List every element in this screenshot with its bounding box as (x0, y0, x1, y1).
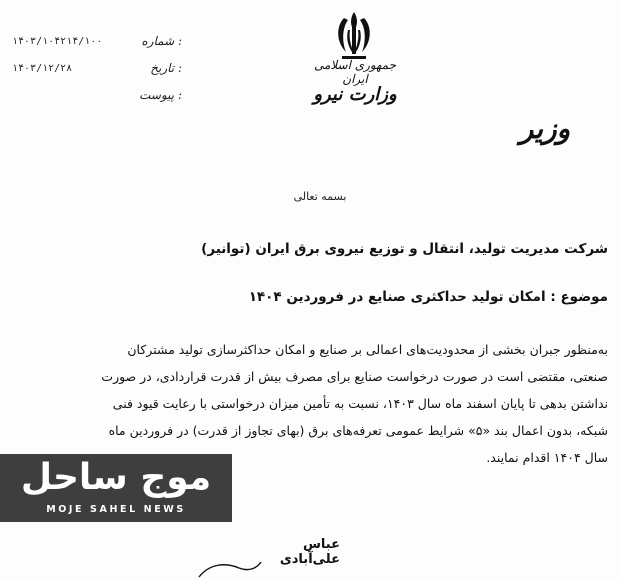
letter-number: ۱۴۰۳/۱۰۴۲۱۴/۱۰۰ (12, 36, 103, 47)
signer-name: عباس علی‌آبادی (279, 537, 340, 567)
watermark-logo: موج ساحل (20, 457, 212, 498)
watermark-tagline: MOJE SAHEL NEWS (46, 504, 186, 515)
date-label: تاریخ : (150, 61, 182, 75)
attachment-row (12, 82, 182, 109)
watermark (0, 454, 232, 522)
body-line: سال ۱۴۰۴ اقدام نمایند. (486, 450, 608, 465)
body-line: شبکه، بدون اعمال بند «۵» شرایط عمومی تعرفه‌های برق (بهای تجاوز از قدرت) در فروردین ماه (108, 423, 608, 438)
letter-meta (12, 28, 182, 109)
body-line: نداشتن بدهی تا پایان اسفند ماه سال ۱۴۰۳، نسبت به تأمین میزان درخواستی با رعایت قیود فنی (112, 396, 608, 411)
attachment-label: پیوست : (139, 88, 182, 102)
government-name: جمهوری اسلامی ایران (313, 58, 397, 86)
letter-date: ۱۴۰۳/۱۲/۲۸ (12, 63, 73, 74)
subject: موضوع : امکان تولید حداکثری صنایع در فروردین ۱۴۰۴ (248, 289, 608, 305)
minister-title: وزیر (519, 112, 571, 145)
letter-body (16, 336, 608, 471)
iran-emblem-icon (330, 8, 378, 64)
body-line: صنعتی، مقتضی است در صورت درخواست صنایع برای مصرف بیش از قدرت قراردادی، در صورت (101, 369, 608, 384)
number-label: شماره : (141, 34, 182, 48)
ministry-name: وزارت نیرو (313, 84, 397, 105)
signature-mark (195, 560, 265, 579)
number-row (12, 28, 182, 55)
bismillah: بسمه تعالی (293, 190, 347, 203)
body-line: به‌منظور جبران بخشی از محدودیت‌های اعمالی بر صنایع و امکان حداکثرسازی تولید مشترکان (127, 342, 608, 357)
recipient: شرکت مدیریت تولید، انتقال و توزیع نیروی برق ایران (توانیر) (201, 241, 608, 257)
date-row (12, 55, 182, 82)
